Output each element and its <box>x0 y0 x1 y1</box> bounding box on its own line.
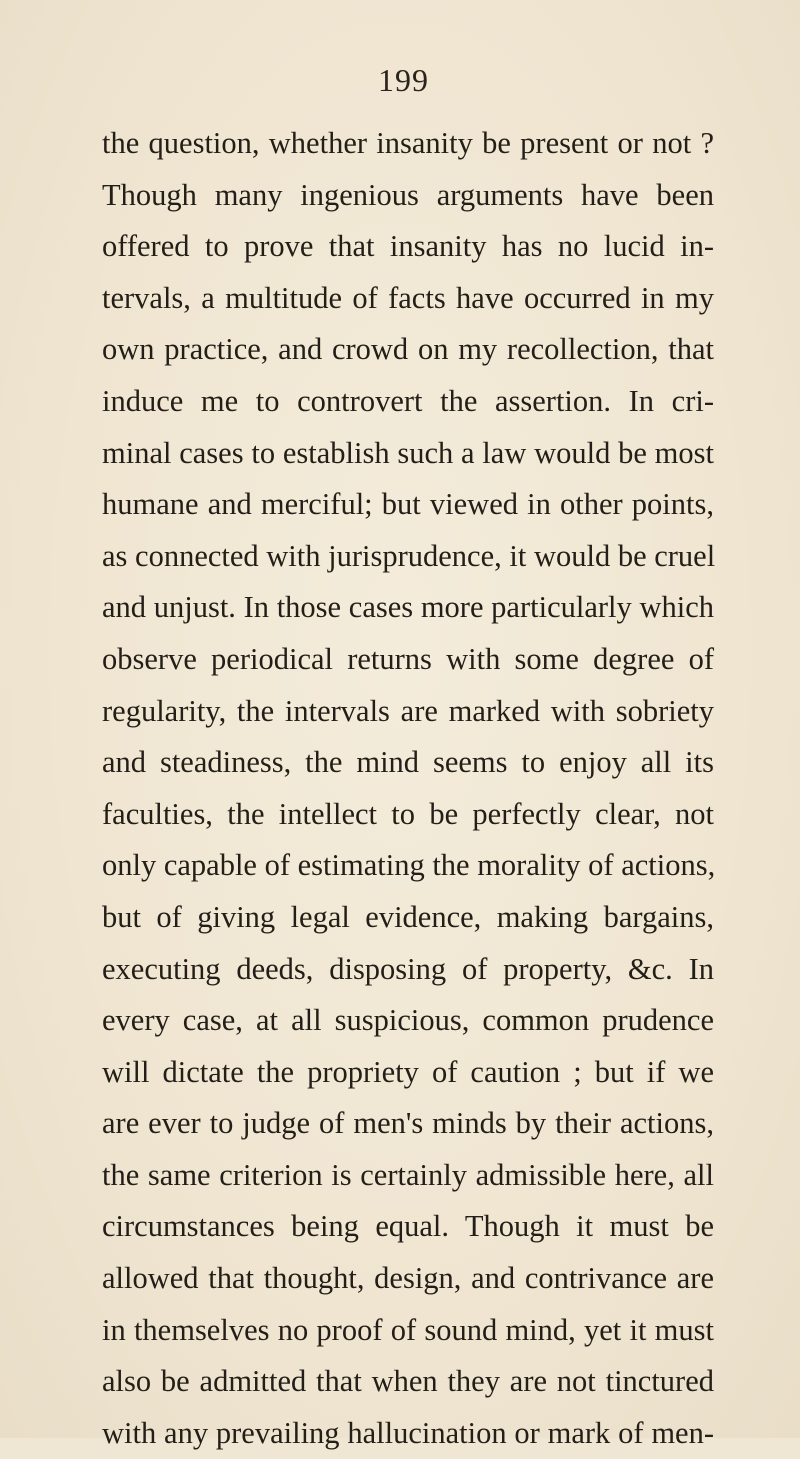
text-line: but of giving legal evidence, making bargains, <box>102 899 714 934</box>
text-line: the question, whether insanity be present or not ? <box>102 126 714 160</box>
text-line: minal cases to establish such a law would be most <box>102 435 714 470</box>
text-line: and steadiness, the mind seems to enjoy all its <box>102 745 714 780</box>
text-line: regularity, the intervals are marked with sobriety <box>102 693 714 728</box>
text-line: in themselves no proof of sound mind, yet it must <box>102 1312 714 1347</box>
text-line: will dictate the propriety of caution ; but if we <box>102 1054 714 1089</box>
text-line: faculties, the intellect to be perfectly clear, not <box>102 796 714 831</box>
text-line: humane and merciful; but viewed in other points, <box>102 487 714 522</box>
text-line: circumstances being equal. Though it must be <box>102 1209 714 1244</box>
text-line: executing deeds, disposing of property, &c. In <box>102 951 714 986</box>
text-line: allowed that thought, design, and contrivance are <box>102 1261 714 1296</box>
text-line: observe periodical returns with some degree of <box>102 641 714 676</box>
text-line: Though many ingenious arguments have been <box>102 177 714 212</box>
text-line: only capable of estimating the morality of actions, <box>102 848 716 883</box>
page-body-text <box>102 118 714 1459</box>
text-line: induce me to controvert the assertion. In cri- <box>102 383 714 418</box>
text-line: every case, at all suspicious, common prudence <box>102 1003 714 1038</box>
text-line: as connected with jurisprudence, it would be cruel <box>102 538 716 573</box>
page-number: 199 <box>378 62 429 98</box>
text-line: with any prevailing hallucination or mark of men- <box>102 1415 714 1450</box>
text-line: are ever to judge of men's minds by their actions, <box>102 1106 714 1141</box>
text-line: own practice, and crowd on my recollection, that <box>102 332 714 367</box>
text-line: the same criterion is certainly admissible here, all <box>102 1157 714 1192</box>
text-line: also be admitted that when they are not tinctured <box>102 1364 714 1399</box>
text-line: and unjust. In those cases more particularly which <box>102 590 714 625</box>
text-line: tervals, a multitude of facts have occurred in my <box>102 280 714 315</box>
text-line: offered to prove that insanity has no lucid in- <box>102 229 714 264</box>
